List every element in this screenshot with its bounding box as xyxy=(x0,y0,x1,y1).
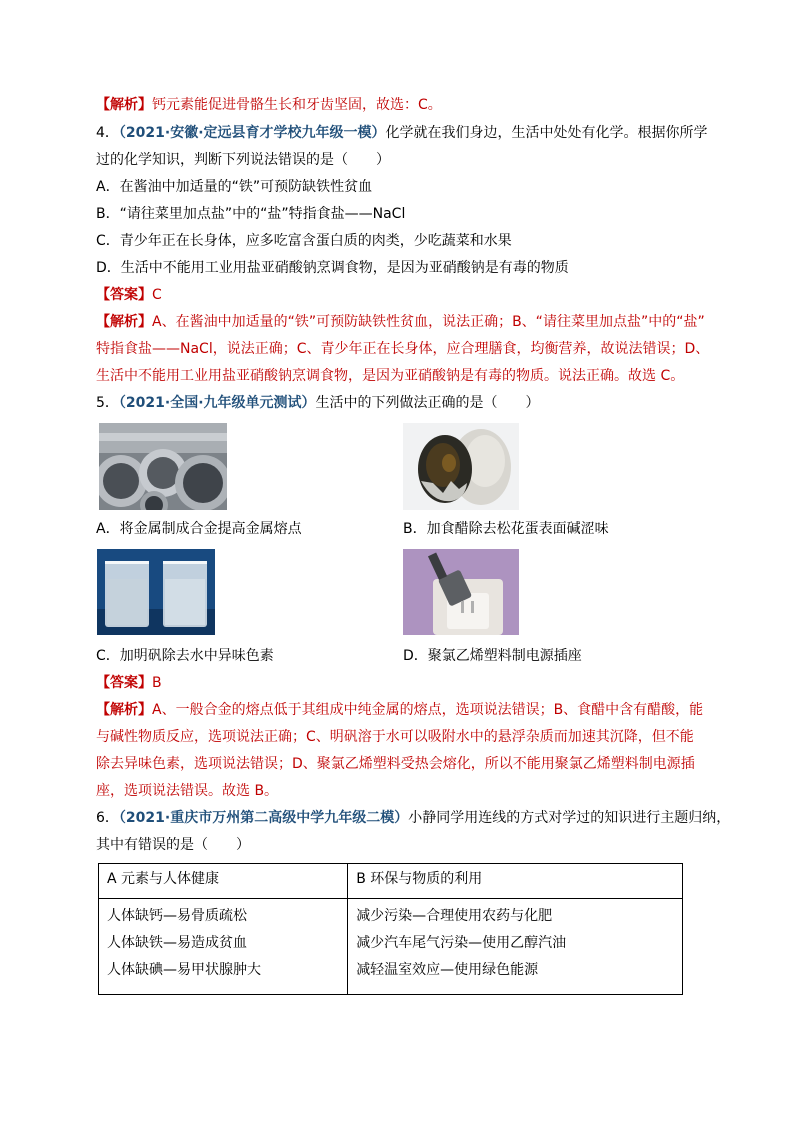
analysis-text: A、一般合金的熔点低于其组成中纯金属的熔点，选项说法错误；B、食醋中含有醋酸，能 xyxy=(152,702,704,718)
q5-option-b: B．加食醋除去松花蛋表面碱涩味 xyxy=(403,521,609,537)
question-text: 小静同学用连线的方式对学过的知识进行主题归纳， xyxy=(408,810,731,826)
q5-analysis-line1 xyxy=(96,701,703,719)
metal-pipes-image xyxy=(99,423,227,510)
question-source: （2021·全国·九年级单元测试） xyxy=(118,395,316,411)
q5-analysis-line2: 与碱性物质反应，选项说法正确；C、明矾溶于水可以吸附水中的悬浮杂质而加速其沉降，但不能 xyxy=(96,729,694,745)
answer-tag: 【答案】 xyxy=(96,287,152,303)
analysis-tag: 【解析】 xyxy=(96,97,152,113)
q4-option-b: B．“请往菜里加点盐”中的“盐”特指食盐——NaCl xyxy=(96,206,406,222)
answer-value: C xyxy=(152,287,162,303)
q4-analysis-line2: 特指食盐——NaCl，说法正确；C、青少年正在长身体，应合理膳食，均衡营养，故说法错误；D、 xyxy=(96,341,710,357)
list-item: 减少污染—合理使用农药与化肥 xyxy=(356,908,553,924)
question-text: 生活中的下列做法正确的是（ ） xyxy=(315,395,540,411)
q5-option-c: C．加明矾除去水中异味色素 xyxy=(96,648,274,664)
q4-analysis-line1 xyxy=(96,313,705,331)
q5-stem xyxy=(96,394,540,412)
question-number: 6． xyxy=(96,810,119,826)
answer-tag: 【答案】 xyxy=(96,675,152,691)
q5-analysis-line4: 座，选项说法错误。故选 B。 xyxy=(96,783,279,799)
list-item: 人体缺钙—易骨质疏松 xyxy=(107,908,247,924)
question-number: 4． xyxy=(96,125,119,141)
preserved-egg-image xyxy=(403,423,519,510)
q4-option-a: A．在酱油中加适量的“铁”可预防缺铁性贫血 xyxy=(96,179,373,195)
q5-option-a: A．将金属制成合金提高金属熔点 xyxy=(96,521,302,537)
analysis-tag: 【解析】 xyxy=(96,314,152,330)
question-source: （2021·安徽·定远县育才学校九年级一模） xyxy=(118,125,386,141)
q4-stem xyxy=(96,124,708,142)
q4-stem-line2: 过的化学知识，判断下列说法错误的是（ ） xyxy=(96,152,390,168)
beakers-image xyxy=(97,549,215,635)
question-text: 化学就在我们身边，生活中处处有化学。根据你所学 xyxy=(385,125,708,141)
analysis-tag: 【解析】 xyxy=(96,702,152,718)
q4-option-d: D．生活中不能用工业用盐亚硝酸钠烹调食物，是因为亚硝酸钠是有毒的物质 xyxy=(96,260,569,276)
q4-analysis-line3: 生活中不能用工业用盐亚硝酸钠烹调食物，是因为亚硝酸钠是有毒的物质。说法正确。故选 C。 xyxy=(96,368,685,384)
list-item: 减少汽车尾气污染—使用乙醇汽油 xyxy=(356,935,567,951)
table-cell-a xyxy=(99,899,348,995)
list-item: 人体缺铁—易造成贫血 xyxy=(107,935,247,951)
q5-analysis-line3: 除去异味色素，选项说法错误；D、聚氯乙烯塑料受热会熔化，所以不能用聚氯乙烯塑料制电源插 xyxy=(96,756,695,772)
q4-option-c: C．青少年正在长身体，应多吃富含蛋白质的肉类，少吃蔬菜和水果 xyxy=(96,233,512,249)
table-header-a: A 元素与人体健康 xyxy=(99,864,348,899)
q6-stem xyxy=(96,809,730,827)
q6-stem-line2: 其中有错误的是（ ） xyxy=(96,837,250,853)
q4-answer xyxy=(96,286,162,304)
analysis-text: 钙元素能促进骨骼生长和牙齿坚固，故选：C。 xyxy=(152,97,442,113)
answer-value: B xyxy=(152,675,162,691)
q6-table xyxy=(98,863,683,995)
table-header-b: B 环保与物质的利用 xyxy=(348,864,683,899)
list-item: 减轻温室效应—使用绿色能源 xyxy=(356,962,539,978)
analysis-text: A、在酱油中加适量的“铁”可预防缺铁性贫血，说法正确；B、“请往菜里加点盐”中的“盐” xyxy=(152,314,705,330)
list-item: 人体缺碘—易甲状腺肿大 xyxy=(107,962,261,978)
q3-analysis xyxy=(96,96,442,114)
table-cell-b xyxy=(348,899,683,995)
question-source: （2021·重庆市万州第二高级中学九年级二模） xyxy=(118,810,409,826)
q5-answer xyxy=(96,674,162,692)
question-number: 5． xyxy=(96,395,119,411)
plug-socket-image xyxy=(403,549,519,635)
q5-option-d: D．聚氯乙烯塑料制电源插座 xyxy=(403,648,582,664)
